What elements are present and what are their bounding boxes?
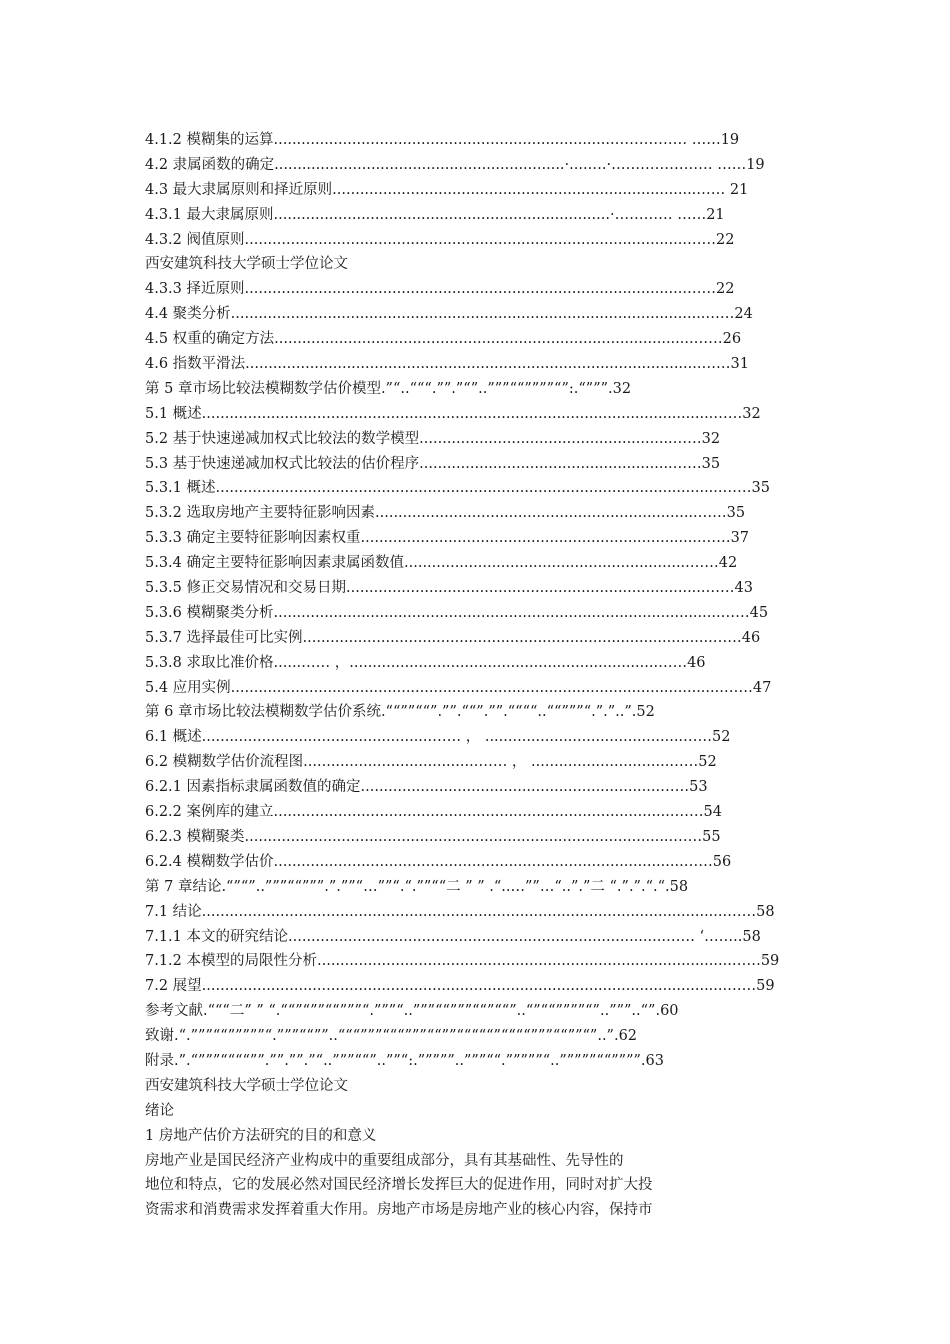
toc-entry-5-3-4: 5.3.4 确定主要特征影响因素隶属函数值..............................................................……42 [145, 555, 738, 572]
subsection-heading: 1 房地产估价方法研究的目的和意义 [145, 1127, 377, 1144]
toc-entry-4-3-1: 4.3.1 最大隶属原则.........................................................................·………… ……21 [145, 206, 725, 223]
toc-entry-6-2-1: 6.2.1 因素指标隶属函数值的确定.................................................................……53 [145, 779, 708, 796]
toc-entry-5-3: 5.3 基于快速递减加权式比较法的估价程序.......................................................……35 [145, 455, 721, 472]
toc-entry-4-5: 4.5 权重的确定方法...........................................................................................……26 [145, 331, 742, 348]
toc-entry-appendix: 附录.”.“”””““““””.””.””.”“..”””““”..””“:.”””””..”””““.”””””“..”””””““””””.63 [145, 1052, 664, 1069]
body-paragraph-line: 资需求和消费需求发挥着重大作用。房地产市场是房地产业的核心内容，保持市 [145, 1202, 653, 1219]
toc-entry-acknowledgements: 致谢.“.”””““”””””“.”””““””..“““”””“““”””““””“““““”““““”””““””“”..”.62 [145, 1028, 638, 1045]
toc-entry-5-3-1: 5.3.1 概述..............................................................................................................……35 [145, 480, 770, 497]
toc-entry-5-2: 5.2 基于快速递减加权式比较法的数学模型.......................................................……32 [145, 430, 721, 447]
toc-entry-5-3-7: 5.3.7 选择最佳可比实例.........................................................................................……46 [145, 629, 761, 646]
toc-entry-chapter-7: 第 7 章结论.“”“”..”””““”””.”.””“…””“.“.””““二 ” ” .“..…””…“..”.”二 “.”.”.“.“.58 [145, 878, 689, 895]
toc-entry-chapter-6: 第 6 章市场比较法模糊数学估价系统.““””““”.””.““”.””.““““..““”””“.”.”..”.52 [145, 704, 655, 721]
toc-entry-5-4: 5.4 应用实例...........................................................................................................……47 [145, 679, 772, 696]
toc-entry-5-3-6: 5.3.6 模糊聚类分析.................................................................................................……45 [145, 604, 769, 621]
toc-entry-5-3-8: 5.3.8 求取比准价格......…… ，...................................................................……46 [145, 654, 706, 671]
toc-entry-5-1: 5.1 概述...............................................................................................................……32 [145, 405, 761, 422]
toc-entry-references: 参考文献.“““二” ” “.““”“””““”””“.”””“..”””““”””““”““”..“”““””””“”..”””..“”.60 [145, 1003, 679, 1020]
toc-entry-chapter-5: 第 5 章市场比较法模糊数学估价模型.”“..“““.””.”“”..”””““””””“”:.“”””.32 [145, 380, 632, 397]
toc-entry-4-6: 4.6 指数平滑法...................................................................................................……31 [145, 356, 749, 373]
toc-entry-4-4: 4.4 聚类分析.......................................................................................................……24 [145, 306, 753, 323]
document-body [145, 128, 785, 1223]
toc-entry-6-2-4: 6.2.4 模糊数学估价.........................................................................................……56 [145, 853, 732, 870]
body-paragraph-line: 地位和特点，它的发展必然对国民经济增长发挥巨大的促进作用，同时对扩大投 [145, 1177, 653, 1194]
toc-entry-6-2-2: 6.2.2 案例库的建立.......................................................................................……54 [145, 804, 722, 821]
toc-entry-7-1-1: 7.1.1 本文的研究结论..................................................................................…… ‘……..58 [145, 928, 761, 945]
toc-entry-4-3-3: 4.3.3 择近原则................................................................................................……22 [145, 281, 735, 298]
toc-entry-7-1-2: 7.1.2 本模型的局限性分析..........................................................................................……59 [145, 953, 780, 970]
toc-entry-6-2: 6.2 模糊数学估价流程图......................................…… ， ..............................……52 [145, 754, 717, 771]
toc-entry-5-3-3: 5.3.3 确定主要特征影响因素权重..........................................................................……37 [145, 530, 750, 547]
body-paragraph-line: 房地产业是国民经济产业构成中的重要组成部分，具有其基础性、先导性的 [145, 1152, 624, 1169]
toc-entry-4-3-2: 4.3.2 阀值原则................................................................................................……22 [145, 231, 735, 248]
toc-entry-6-1: 6.1 概述..................................................…… ， ...........................................……52 [145, 729, 731, 746]
toc-entry-4-2: 4.2 隶属函数的确定...............................................................·.....‥.·………………… ……19 [145, 156, 765, 173]
running-header: 西安建筑科技大学硕士学位论文 [145, 1077, 348, 1094]
toc-entry-6-2-3: 6.2.3 模糊聚类.............................................................................................……55 [145, 828, 721, 845]
toc-entry-7-1: 7.1 结论..................................................................................................................……58 [145, 903, 775, 920]
toc-entry-4-3: 4.3 最大隶属原则和择近原则...............................................................................…… 21 [145, 181, 749, 198]
toc-entry-4-1-2: 4.1.2 模糊集的运算..........................................................................…………… ……19 [145, 132, 740, 148]
section-heading-introduction: 绪论 [145, 1102, 174, 1119]
toc-entry-7-2: 7.2 展望..................................................................................................................……59 [145, 978, 775, 995]
running-header: 西安建筑科技大学硕士学位论文 [145, 256, 348, 273]
toc-entry-5-3-2: 5.3.2 选取房地产主要特征影响因素......................................................................……35 [145, 505, 746, 522]
toc-entry-5-3-5: 5.3.5 修正交易情况和交易日期..............................................................................……43 [145, 580, 753, 597]
